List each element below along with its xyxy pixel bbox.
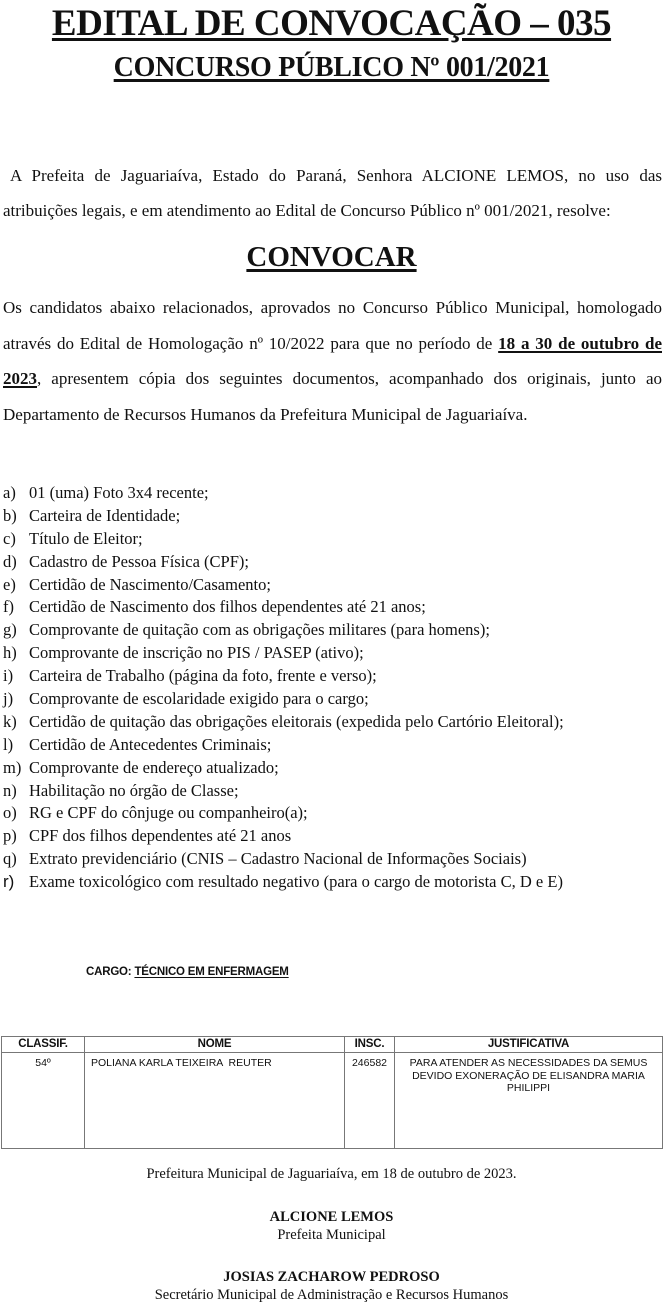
intro-paragraph	[3, 158, 662, 228]
list-item-label: d)	[3, 551, 17, 571]
cell-classif: 54º	[2, 1053, 85, 1149]
list-item-text: Comprovante de endereço atualizado;	[29, 757, 279, 777]
list-item-text: Comprovante de quitação com as obrigações militares (para homens);	[29, 620, 490, 640]
list-item	[3, 665, 658, 688]
cell-insc: 246582	[345, 1053, 395, 1149]
list-item	[3, 574, 658, 597]
list-item	[3, 619, 658, 642]
list-item-text: Certidão de Antecedentes Criminais;	[29, 734, 272, 754]
action-heading	[0, 238, 663, 276]
intro-line-2: atribuições legais, e em atendimento ao Edital de Concurso Público nº 001/2021, resolve:	[3, 201, 611, 220]
list-item-label: r)	[3, 872, 15, 892]
list-item-text: Cadastro de Pessoa Física (CPF);	[29, 551, 249, 571]
header-classif: CLASSIF.	[2, 1037, 85, 1053]
document-subtitle-text: CONCURSO PÚBLICO Nº 001/2021	[113, 52, 550, 83]
signature-role-mayor: Prefeita Municipal	[277, 1227, 386, 1243]
list-item	[3, 596, 658, 619]
list-item-label: l)	[3, 734, 14, 754]
list-item	[3, 688, 658, 711]
header-nome: NOME	[85, 1037, 345, 1053]
list-item	[3, 505, 658, 528]
signature-name-mayor: ALCIONE LEMOS	[269, 1209, 394, 1225]
body-line-3	[3, 361, 662, 397]
list-item-label: b)	[3, 505, 17, 525]
list-item	[3, 802, 658, 825]
header-insc: INSC.	[345, 1037, 395, 1053]
list-item	[3, 757, 658, 780]
cargo-label: CARGO:	[86, 966, 135, 978]
list-item-label: m)	[3, 757, 22, 777]
list-item-label: o)	[3, 803, 17, 823]
list-item-label: e)	[3, 574, 16, 594]
list-item-label: g)	[3, 620, 17, 640]
list-item-text: Comprovante de inscrição no PIS / PASEP (ativo);	[29, 643, 364, 663]
list-item-text: RG e CPF do cônjuge ou companheiro(a);	[29, 803, 308, 823]
cell-justificativa: PARA ATENDER AS NECESSIDADES DA SEMUS DEVIDO EXONERAÇÃO DE ELISANDRA MARIA PHILIPPI	[395, 1053, 663, 1149]
period-highlight: 18 a 30 de outubro de	[498, 333, 662, 353]
cargo-line	[86, 966, 289, 978]
list-item-text: Carteira de Trabalho (página da foto, frente e verso);	[29, 666, 377, 686]
body-line-2	[3, 326, 662, 362]
list-item	[3, 482, 658, 505]
document-title-text: EDITAL DE CONVOCAÇÃO – 035	[51, 3, 612, 44]
list-item-text: CPF dos filhos dependentes até 21 anos	[29, 826, 292, 846]
list-item-text: Extrato previdenciário (CNIS – Cadastro Nacional de Informações Sociais)	[29, 849, 527, 869]
list-item-text: Certidão de Nascimento dos filhos dependentes até 21 anos;	[29, 597, 426, 617]
action-heading-text: CONVOCAR	[246, 241, 417, 273]
date-line: Prefeitura Municipal de Jaguariaíva, em 18 de outubro de 2023.	[146, 1166, 517, 1182]
list-item	[3, 780, 658, 803]
header-justificativa: JUSTIFICATIVA	[395, 1037, 663, 1053]
list-item	[3, 711, 658, 734]
list-item-text: Habilitação no órgão de Classe;	[29, 780, 239, 800]
list-item	[3, 848, 658, 871]
list-item	[3, 551, 658, 574]
list-item-text: Comprovante de escolaridade exigido para o cargo;	[29, 689, 369, 709]
list-item	[3, 642, 658, 665]
body-line-1: Os candidatos abaixo relacionados, aprovados no Concurso Público Municipal, homologado	[3, 298, 662, 317]
list-item	[3, 528, 658, 551]
list-item-label: q)	[3, 849, 17, 869]
list-item-text: Título de Eleitor;	[29, 528, 143, 548]
table-header-row	[2, 1037, 663, 1053]
list-item-label: a)	[3, 483, 16, 502]
signature-name-secretary: JOSIAS ZACHAROW PEDROSO	[223, 1269, 440, 1285]
candidates-table	[1, 1036, 663, 1149]
signature-role-secretary: Secretário Municipal de Administração e Recursos Humanos	[154, 1287, 509, 1303]
list-item-text: Exame toxicológico com resultado negativo (para o cargo de motorista C, D e E)	[29, 872, 563, 892]
body-paragraph	[3, 290, 662, 432]
list-item-label: c)	[3, 528, 16, 548]
list-item-text: Certidão de Nascimento/Casamento;	[29, 574, 271, 594]
intro-line-1: A Prefeita de Jaguariaíva, Estado do Paraná, Senhora ALCIONE LEMOS, no uso das	[10, 166, 662, 185]
list-item-label: n)	[3, 780, 17, 800]
body-line-3-text: , apresentem cópia dos seguintes documentos, acompanhado dos originais, junto ao	[37, 369, 662, 388]
list-item-label: p)	[3, 826, 17, 846]
document-title	[0, 2, 663, 46]
list-item-text: Carteira de Identidade;	[29, 505, 181, 525]
document-subtitle	[0, 50, 663, 86]
list-item	[3, 734, 658, 757]
list-item	[3, 825, 658, 848]
list-item-label: k)	[3, 711, 17, 731]
cargo-value: TÉCNICO EM ENFERMAGEM	[134, 966, 289, 978]
list-item-label: j)	[3, 689, 14, 709]
list-item-label: i)	[3, 666, 14, 686]
body-line-4: Departamento de Recursos Humanos da Prefeitura Municipal de Jaguariaíva.	[3, 404, 528, 424]
list-item-label: f)	[3, 597, 14, 617]
list-item-label: h)	[3, 643, 17, 663]
cell-nome: POLIANA KARLA TEIXEIRA REUTER	[85, 1053, 345, 1149]
list-item-text: 01 (uma) Foto 3x4 recente;	[29, 483, 209, 502]
table-row	[2, 1053, 663, 1149]
list-item	[3, 871, 658, 894]
year-highlight: 2023	[3, 369, 37, 388]
required-documents-list	[3, 482, 658, 894]
body-line-2-text: através do Edital de Homologação nº 10/2022 para que no período de	[3, 333, 499, 353]
list-item-text: Certidão de quitação das obrigações eleitorais (expedida pelo Cartório Eleitoral);	[29, 711, 564, 731]
